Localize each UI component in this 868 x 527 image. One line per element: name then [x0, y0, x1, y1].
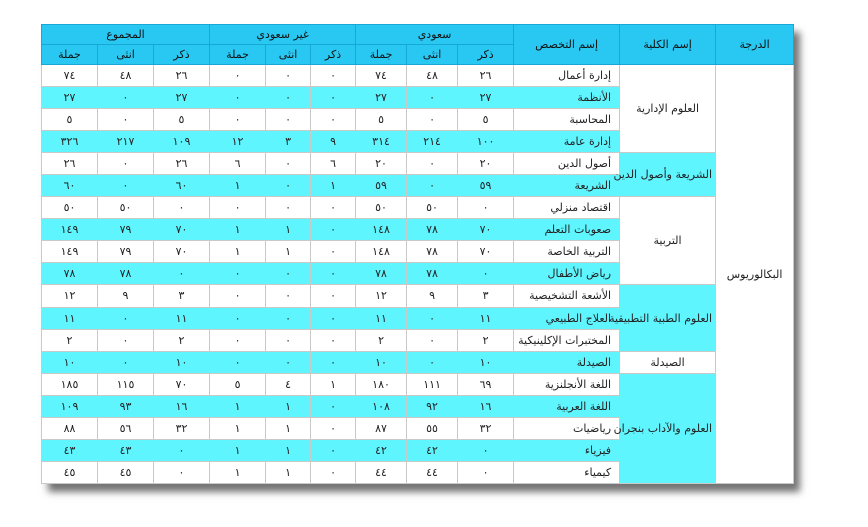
saudi-sum-cell: ١٨٠: [356, 373, 407, 395]
saudi-female-cell: ٩: [407, 285, 458, 307]
saudi-male-cell: ٧٠: [458, 241, 514, 263]
nonsaudi-female-cell: ٤: [266, 373, 311, 395]
nonsaudi-sum-cell: ١: [210, 439, 266, 461]
total-sum-cell: ٦٠: [42, 175, 98, 197]
nonsaudi-male-cell: ٠: [311, 351, 356, 373]
saudi-female-cell: ٩٢: [407, 395, 458, 417]
saudi-male-cell: ١١: [458, 307, 514, 329]
nonsaudi-female-cell: ٠: [266, 285, 311, 307]
saudi-sum-cell: ٢٠: [356, 153, 407, 175]
total-female-cell: ٠: [98, 87, 154, 109]
total-sum-cell: ١٤٩: [42, 219, 98, 241]
saudi-male-cell: ٠: [458, 263, 514, 285]
total-male-cell: ٢: [154, 329, 210, 351]
saudi-female-cell: ٠: [407, 87, 458, 109]
specialization-cell: اقتصاد منزلي: [514, 197, 620, 219]
total-male-cell: ٣٢: [154, 417, 210, 439]
total-male-cell: ٠: [154, 263, 210, 285]
enrollment-table: [41, 24, 794, 484]
saudi-female-cell: ١١١: [407, 373, 458, 395]
saudi-male-cell: ١٠٠: [458, 131, 514, 153]
nonsaudi-male-cell: ٠: [311, 65, 356, 87]
total-sum-cell: ٤٥: [42, 461, 98, 483]
saudi-sum-cell: ٢: [356, 329, 407, 351]
saudi-female-cell: ٧٨: [407, 219, 458, 241]
table-row: [42, 153, 794, 175]
nonsaudi-male-cell: ٠: [311, 285, 356, 307]
total-male-cell: ٠: [154, 439, 210, 461]
nonsaudi-sum-cell: ٠: [210, 307, 266, 329]
header-saudi-female: انثى: [407, 45, 458, 65]
header-nonsaudi-female: انثى: [266, 45, 311, 65]
total-sum-cell: ٤٣: [42, 439, 98, 461]
nonsaudi-sum-cell: ١: [210, 395, 266, 417]
nonsaudi-sum-cell: ٠: [210, 263, 266, 285]
table-row: [42, 351, 794, 373]
total-sum-cell: ٢: [42, 329, 98, 351]
total-sum-cell: ٥: [42, 109, 98, 131]
header-non-saudi: غير سعودي: [210, 25, 356, 45]
saudi-male-cell: ٢٠: [458, 153, 514, 175]
total-male-cell: ٣: [154, 285, 210, 307]
header-total-sum: جملة: [42, 45, 98, 65]
saudi-male-cell: ٧٠: [458, 219, 514, 241]
total-male-cell: ٧٠: [154, 373, 210, 395]
nonsaudi-female-cell: ٠: [266, 351, 311, 373]
total-male-cell: ٢٦: [154, 153, 210, 175]
total-sum-cell: ١١: [42, 307, 98, 329]
saudi-sum-cell: ١٤٨: [356, 241, 407, 263]
specialization-cell: فيزياء: [514, 439, 620, 461]
nonsaudi-female-cell: ١: [266, 417, 311, 439]
specialization-cell: المحاسبة: [514, 109, 620, 131]
enrollment-table-container: [41, 24, 793, 484]
specialization-cell: التربية الخاصة: [514, 241, 620, 263]
nonsaudi-sum-cell: ٠: [210, 285, 266, 307]
nonsaudi-male-cell: ٠: [311, 109, 356, 131]
nonsaudi-male-cell: ٠: [311, 329, 356, 351]
total-sum-cell: ٢٦: [42, 153, 98, 175]
saudi-male-cell: ٢: [458, 329, 514, 351]
total-female-cell: ٢١٧: [98, 131, 154, 153]
header-saudi-sum: جملة: [356, 45, 407, 65]
nonsaudi-male-cell: ٠: [311, 263, 356, 285]
saudi-female-cell: ٢١٤: [407, 131, 458, 153]
saudi-sum-cell: ١٤٨: [356, 219, 407, 241]
nonsaudi-sum-cell: ١: [210, 175, 266, 197]
nonsaudi-female-cell: ٠: [266, 109, 311, 131]
nonsaudi-female-cell: ٠: [266, 263, 311, 285]
saudi-sum-cell: ١٠٨: [356, 395, 407, 417]
nonsaudi-sum-cell: ١: [210, 461, 266, 483]
header-total-male: ذكر: [154, 45, 210, 65]
college-cell: العلوم الإدارية: [620, 65, 716, 153]
specialization-cell: الأنظمة: [514, 87, 620, 109]
specialization-cell: صعوبات التعلم: [514, 219, 620, 241]
total-male-cell: ٦٠: [154, 175, 210, 197]
nonsaudi-sum-cell: ٥: [210, 373, 266, 395]
saudi-female-cell: ٥٥: [407, 417, 458, 439]
nonsaudi-sum-cell: ٠: [210, 65, 266, 87]
nonsaudi-female-cell: ٠: [266, 197, 311, 219]
total-female-cell: ٠: [98, 153, 154, 175]
saudi-female-cell: ٤٤: [407, 461, 458, 483]
nonsaudi-sum-cell: ٠: [210, 197, 266, 219]
saudi-female-cell: ٤٢: [407, 439, 458, 461]
total-male-cell: ١٠: [154, 351, 210, 373]
nonsaudi-male-cell: ٩: [311, 131, 356, 153]
specialization-cell: المختبرات الإكلينيكية: [514, 329, 620, 351]
saudi-female-cell: ٠: [407, 153, 458, 175]
total-female-cell: ٠: [98, 175, 154, 197]
total-female-cell: ٥٠: [98, 197, 154, 219]
college-cell: الشريعة وأصول الدين: [620, 153, 716, 197]
header-total-female: انثى: [98, 45, 154, 65]
specialization-cell: رياضيات: [514, 417, 620, 439]
nonsaudi-male-cell: ٠: [311, 395, 356, 417]
nonsaudi-male-cell: ٠: [311, 197, 356, 219]
nonsaudi-female-cell: ١: [266, 461, 311, 483]
saudi-male-cell: ١٠: [458, 351, 514, 373]
specialization-cell: أصول الدين: [514, 153, 620, 175]
saudi-sum-cell: ١٢: [356, 285, 407, 307]
header-nonsaudi-sum: جملة: [210, 45, 266, 65]
total-male-cell: ١٦: [154, 395, 210, 417]
nonsaudi-female-cell: ١: [266, 241, 311, 263]
saudi-male-cell: ٥٩: [458, 175, 514, 197]
college-cell: العلوم الطبية التطبيقية: [620, 285, 716, 351]
total-female-cell: ٥٦: [98, 417, 154, 439]
total-sum-cell: ٥٠: [42, 197, 98, 219]
nonsaudi-male-cell: ٠: [311, 307, 356, 329]
total-male-cell: ١١: [154, 307, 210, 329]
saudi-female-cell: ٠: [407, 109, 458, 131]
total-male-cell: ١٠٩: [154, 131, 210, 153]
saudi-sum-cell: ٢٧: [356, 87, 407, 109]
nonsaudi-sum-cell: ١: [210, 219, 266, 241]
nonsaudi-sum-cell: ٦: [210, 153, 266, 175]
saudi-male-cell: ٢٦: [458, 65, 514, 87]
saudi-male-cell: ٣: [458, 285, 514, 307]
header-total: المجموع: [42, 25, 210, 45]
nonsaudi-female-cell: ٠: [266, 153, 311, 175]
total-sum-cell: ٧٨: [42, 263, 98, 285]
total-female-cell: ٤٥: [98, 461, 154, 483]
total-female-cell: ١١٥: [98, 373, 154, 395]
table-row: [42, 285, 794, 307]
saudi-sum-cell: ٤٢: [356, 439, 407, 461]
nonsaudi-male-cell: ١: [311, 175, 356, 197]
saudi-female-cell: ٠: [407, 175, 458, 197]
specialization-cell: إدارة عامة: [514, 131, 620, 153]
nonsaudi-male-cell: ١: [311, 373, 356, 395]
total-sum-cell: ٨٨: [42, 417, 98, 439]
total-female-cell: ٧٨: [98, 263, 154, 285]
specialization-cell: الصيدلة: [514, 351, 620, 373]
nonsaudi-female-cell: ١: [266, 395, 311, 417]
nonsaudi-female-cell: ٠: [266, 87, 311, 109]
nonsaudi-female-cell: ٠: [266, 307, 311, 329]
total-sum-cell: ١٤٩: [42, 241, 98, 263]
header-saudi: سعودي: [356, 25, 514, 45]
table-row: [42, 197, 794, 219]
total-female-cell: ٧٩: [98, 241, 154, 263]
specialization-cell: اللغة العربية: [514, 395, 620, 417]
total-sum-cell: ١٠: [42, 351, 98, 373]
total-male-cell: ٢٧: [154, 87, 210, 109]
saudi-sum-cell: ١١: [356, 307, 407, 329]
total-female-cell: ٩: [98, 285, 154, 307]
total-sum-cell: ١٢: [42, 285, 98, 307]
total-sum-cell: ٣٢٦: [42, 131, 98, 153]
saudi-sum-cell: ٥٠: [356, 197, 407, 219]
college-cell: التربية: [620, 197, 716, 285]
saudi-male-cell: ٠: [458, 461, 514, 483]
nonsaudi-sum-cell: ١: [210, 417, 266, 439]
nonsaudi-sum-cell: ١: [210, 241, 266, 263]
specialization-cell: الأشعة التشخيصية: [514, 285, 620, 307]
header-college: إسم الكلية: [620, 25, 716, 65]
nonsaudi-sum-cell: ٠: [210, 351, 266, 373]
total-female-cell: ٠: [98, 109, 154, 131]
total-male-cell: ٢٦: [154, 65, 210, 87]
saudi-male-cell: ٦٩: [458, 373, 514, 395]
specialization-cell: رياض الأطفال: [514, 263, 620, 285]
table-body: [42, 65, 794, 484]
specialization-cell: إدارة أعمال: [514, 65, 620, 87]
saudi-sum-cell: ٧٨: [356, 263, 407, 285]
nonsaudi-male-cell: ٠: [311, 241, 356, 263]
nonsaudi-female-cell: ٠: [266, 175, 311, 197]
nonsaudi-female-cell: ٠: [266, 329, 311, 351]
nonsaudi-sum-cell: ١٢: [210, 131, 266, 153]
saudi-sum-cell: ٥: [356, 109, 407, 131]
total-female-cell: ٤٨: [98, 65, 154, 87]
total-sum-cell: ٧٤: [42, 65, 98, 87]
saudi-male-cell: ٣٢: [458, 417, 514, 439]
total-sum-cell: ١٠٩: [42, 395, 98, 417]
saudi-female-cell: ٠: [407, 351, 458, 373]
total-sum-cell: ١٨٥: [42, 373, 98, 395]
nonsaudi-female-cell: ١: [266, 219, 311, 241]
saudi-female-cell: ٤٨: [407, 65, 458, 87]
saudi-sum-cell: ٨٧: [356, 417, 407, 439]
total-female-cell: ٧٩: [98, 219, 154, 241]
nonsaudi-sum-cell: ٠: [210, 329, 266, 351]
nonsaudi-sum-cell: ٠: [210, 109, 266, 131]
saudi-female-cell: ٠: [407, 329, 458, 351]
nonsaudi-male-cell: ٠: [311, 439, 356, 461]
saudi-female-cell: ٧٨: [407, 241, 458, 263]
college-cell: العلوم والآداب بنجران: [620, 373, 716, 483]
nonsaudi-female-cell: ٣: [266, 131, 311, 153]
nonsaudi-male-cell: ٠: [311, 461, 356, 483]
nonsaudi-male-cell: ٠: [311, 87, 356, 109]
specialization-cell: اللغة الأنجلنزية: [514, 373, 620, 395]
saudi-female-cell: ٧٨: [407, 263, 458, 285]
total-male-cell: ٥: [154, 109, 210, 131]
table-row: [42, 373, 794, 395]
saudi-female-cell: ٥٠: [407, 197, 458, 219]
total-female-cell: ٤٣: [98, 439, 154, 461]
total-male-cell: ٧٠: [154, 241, 210, 263]
specialization-cell: العلاج الطبيعي: [514, 307, 620, 329]
saudi-male-cell: ٠: [458, 197, 514, 219]
total-male-cell: ٧٠: [154, 219, 210, 241]
saudi-sum-cell: ٥٩: [356, 175, 407, 197]
table-row: [42, 65, 794, 87]
header-nonsaudi-male: ذكر: [311, 45, 356, 65]
college-cell: الصيدلة: [620, 351, 716, 373]
saudi-male-cell: ٠: [458, 439, 514, 461]
specialization-cell: كيمياء: [514, 461, 620, 483]
total-female-cell: ٩٣: [98, 395, 154, 417]
total-male-cell: ٠: [154, 197, 210, 219]
header-specialization: إسم التخصص: [514, 25, 620, 65]
total-sum-cell: ٢٧: [42, 87, 98, 109]
total-male-cell: ٠: [154, 461, 210, 483]
nonsaudi-sum-cell: ٠: [210, 87, 266, 109]
nonsaudi-female-cell: ١: [266, 439, 311, 461]
saudi-male-cell: ١٦: [458, 395, 514, 417]
nonsaudi-male-cell: ٠: [311, 417, 356, 439]
nonsaudi-male-cell: ٠: [311, 219, 356, 241]
header-saudi-male: ذكر: [458, 45, 514, 65]
saudi-male-cell: ٥: [458, 109, 514, 131]
header-degree: الدرجة: [716, 25, 794, 65]
total-female-cell: ٠: [98, 307, 154, 329]
total-female-cell: ٠: [98, 351, 154, 373]
saudi-male-cell: ٢٧: [458, 87, 514, 109]
saudi-sum-cell: ١٠: [356, 351, 407, 373]
saudi-sum-cell: ٣١٤: [356, 131, 407, 153]
total-female-cell: ٠: [98, 329, 154, 351]
saudi-sum-cell: ٤٤: [356, 461, 407, 483]
nonsaudi-male-cell: ٦: [311, 153, 356, 175]
specialization-cell: الشريعة: [514, 175, 620, 197]
nonsaudi-female-cell: ٠: [266, 65, 311, 87]
saudi-female-cell: ٠: [407, 307, 458, 329]
degree-cell: البكالوريوس: [716, 65, 794, 484]
saudi-sum-cell: ٧٤: [356, 65, 407, 87]
